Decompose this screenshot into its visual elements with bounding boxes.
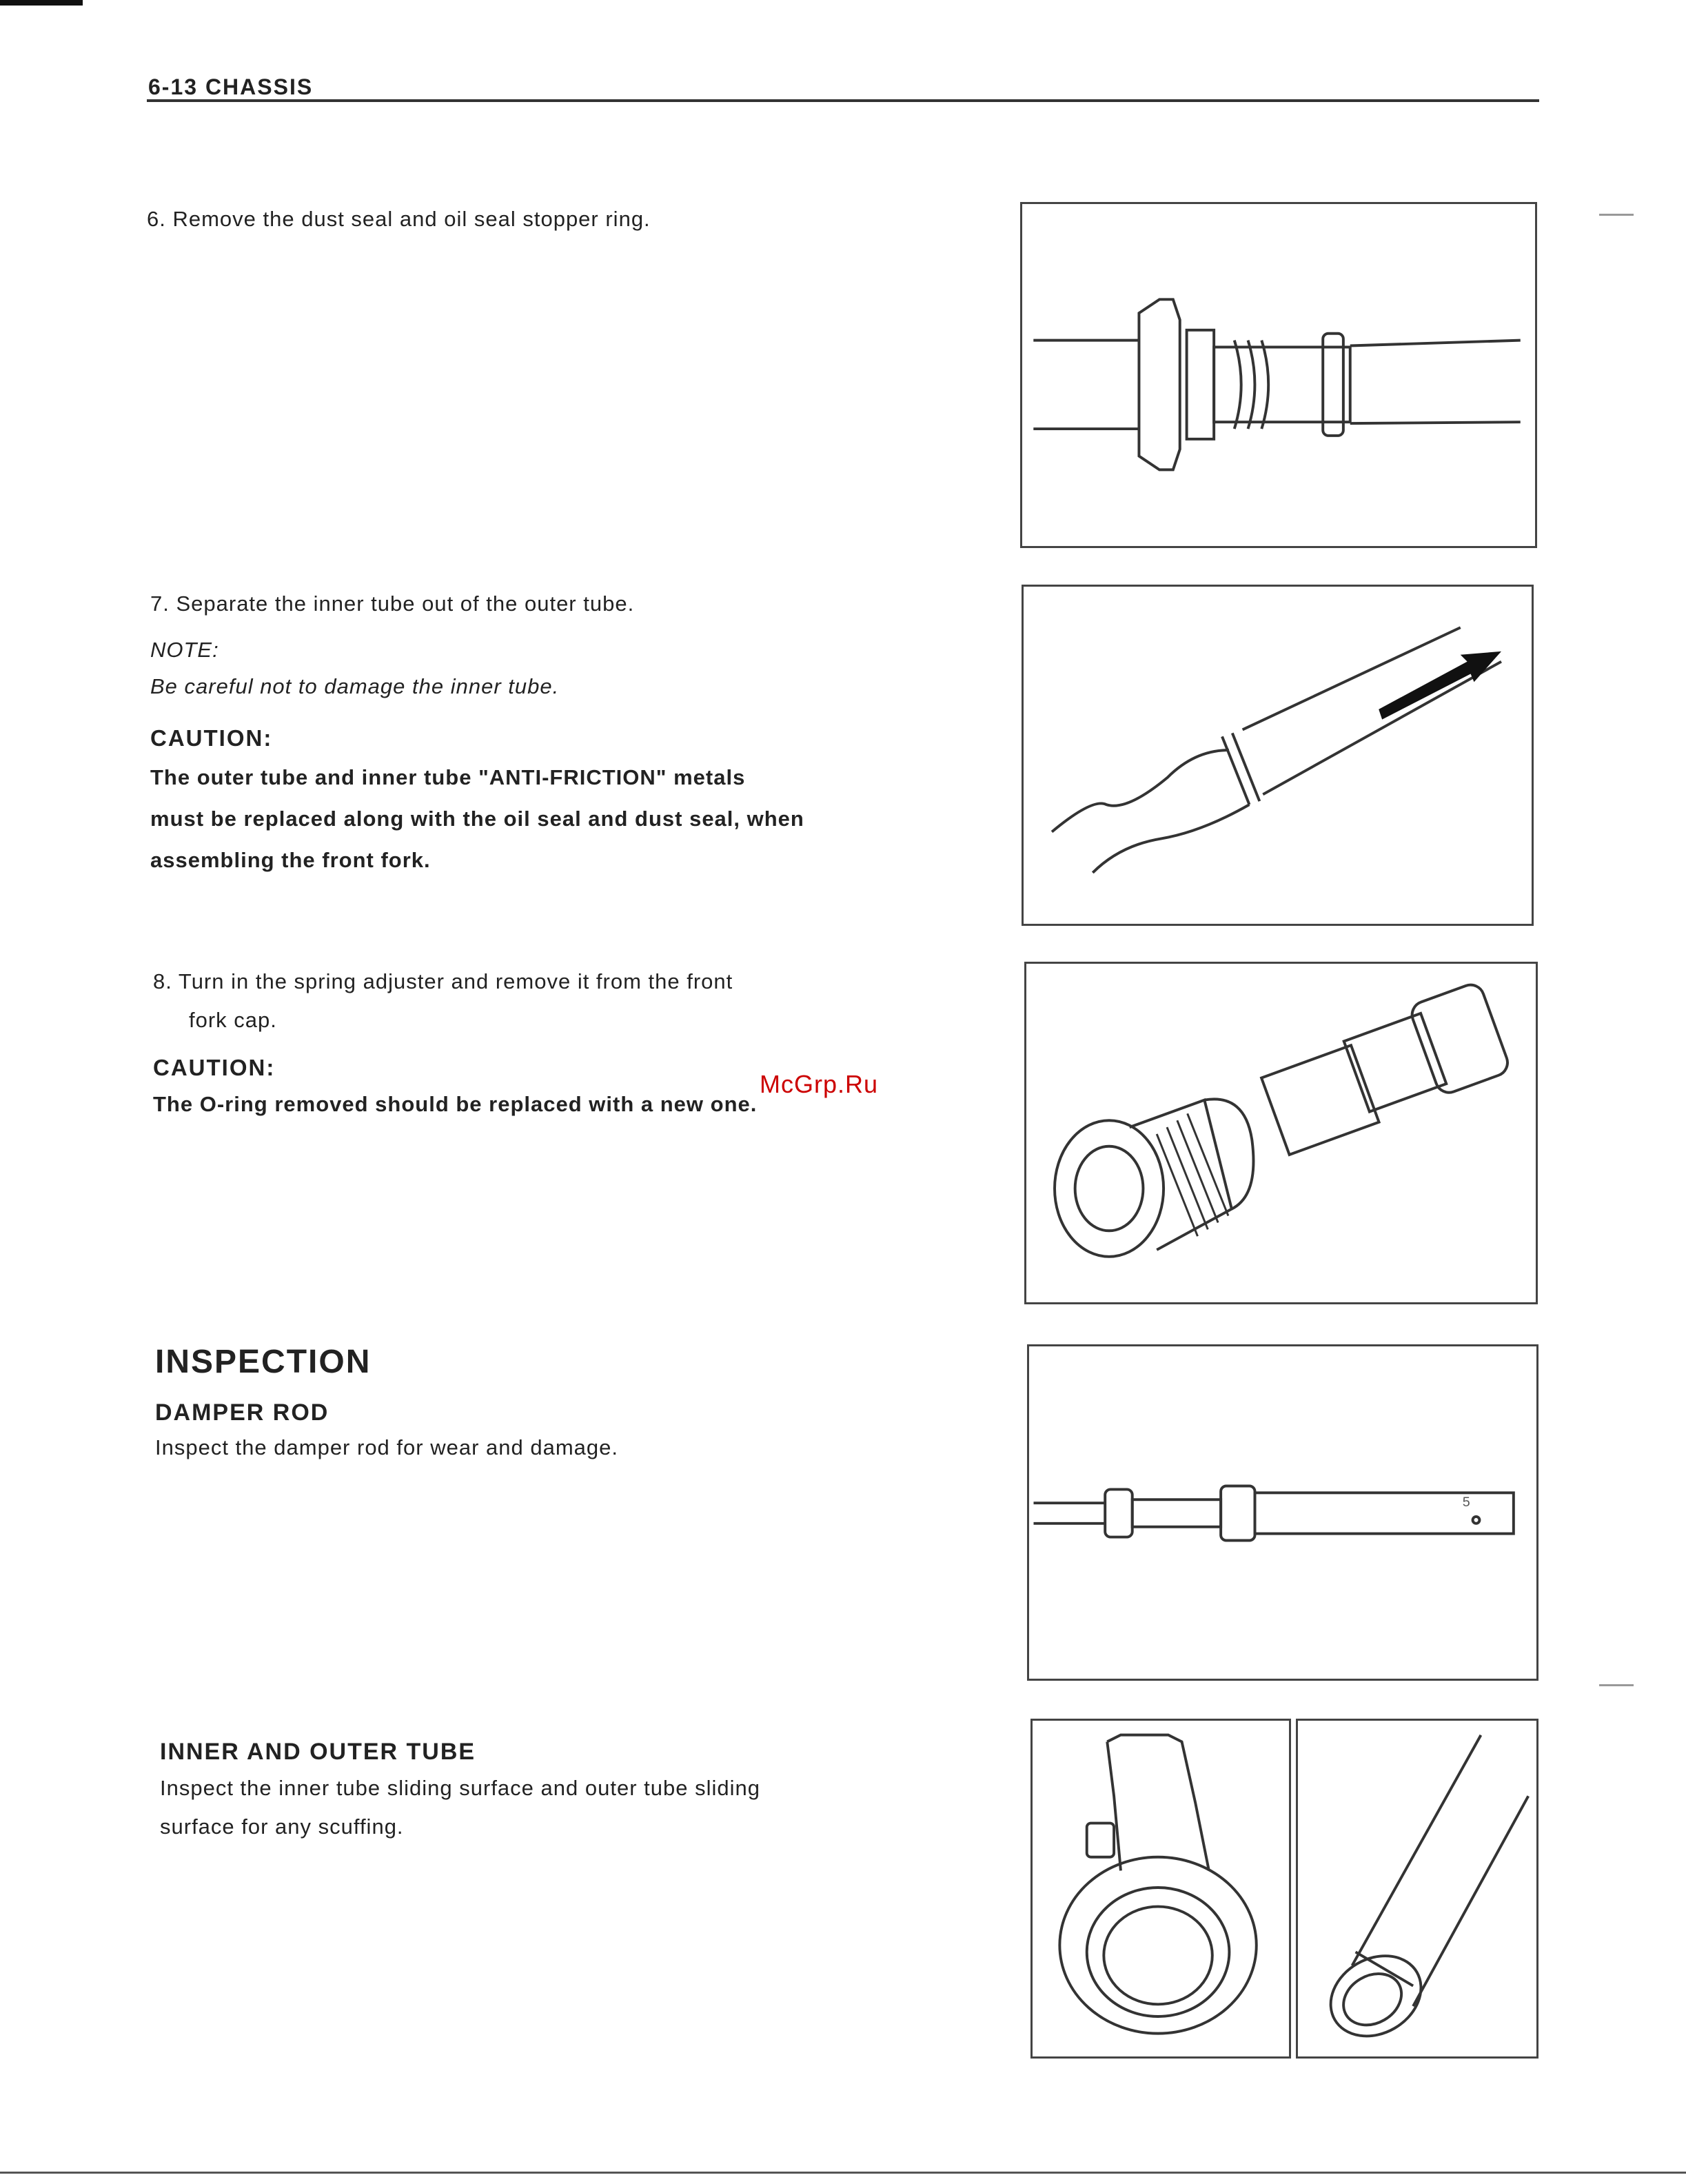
edge-mark — [1599, 214, 1634, 216]
step-8-text — [153, 962, 980, 1040]
caution-line: The outer tube and inner tube "ANTI-FRICTION" metals — [150, 765, 746, 789]
step-7-text: 7. Separate the inner tube out of the outer tube. — [150, 592, 635, 616]
figure-dust-seal — [1020, 202, 1537, 548]
separate-tubes-illustration — [1024, 587, 1532, 924]
step-7-note-text: Be careful not to damage the inner tube. — [150, 674, 560, 698]
tube-line: surface for any scuffing. — [160, 1814, 404, 1839]
corner-mark — [0, 0, 83, 6]
step-6-text: 6. Remove the dust seal and oil seal stopper ring. — [147, 207, 651, 231]
tube-line: Inspect the inner tube sliding surface and outer tube sliding — [160, 1776, 760, 1800]
inner-tube-illustration — [1298, 1721, 1536, 2056]
step-8-line: fork cap. — [189, 1008, 277, 1032]
watermark: McGrp.Ru — [760, 1070, 879, 1098]
damper-rod-text: Inspect the damper rod for wear and damage. — [155, 1435, 618, 1459]
edge-mark — [1599, 1684, 1634, 1686]
header-rule — [147, 99, 1539, 102]
step-8-caution-label: CAUTION: — [153, 1055, 276, 1080]
outer-tube-illustration — [1033, 1721, 1289, 2056]
figure-outer-tube — [1030, 1719, 1291, 2059]
inspection-title: INSPECTION — [155, 1344, 372, 1380]
step-7-note-label: NOTE: — [150, 638, 219, 662]
dust-seal-illustration — [1022, 204, 1535, 546]
figure-damper-rod — [1027, 1344, 1538, 1681]
damper-rod-heading: DAMPER ROD — [155, 1399, 329, 1426]
page-header: 6-13 CHASSIS — [148, 74, 314, 99]
damper-rod-mark: 5 — [1462, 1495, 1470, 1510]
caution-line: must be replaced along with the oil seal and dust seal, when — [150, 807, 804, 831]
figure-spring-adjuster — [1024, 962, 1538, 1304]
caution-line: assembling the front fork. — [150, 848, 431, 872]
step-8-caution-text: The O-ring removed should be replaced with a new one. — [153, 1092, 758, 1116]
damper-rod-illustration — [1029, 1346, 1536, 1679]
spring-adjuster-illustration — [1026, 964, 1536, 1302]
step-7-caution-label: CAUTION: — [150, 725, 273, 751]
tube-text — [160, 1769, 987, 1846]
figure-inner-tube — [1296, 1719, 1538, 2059]
tube-heading: INNER AND OUTER TUBE — [160, 1739, 476, 1765]
step-7-caution-text — [150, 757, 977, 881]
step-8-line: 8. Turn in the spring adjuster and remove it from the front — [153, 969, 733, 993]
bottom-rule — [0, 2172, 1686, 2174]
figure-separate-tubes — [1022, 585, 1534, 926]
